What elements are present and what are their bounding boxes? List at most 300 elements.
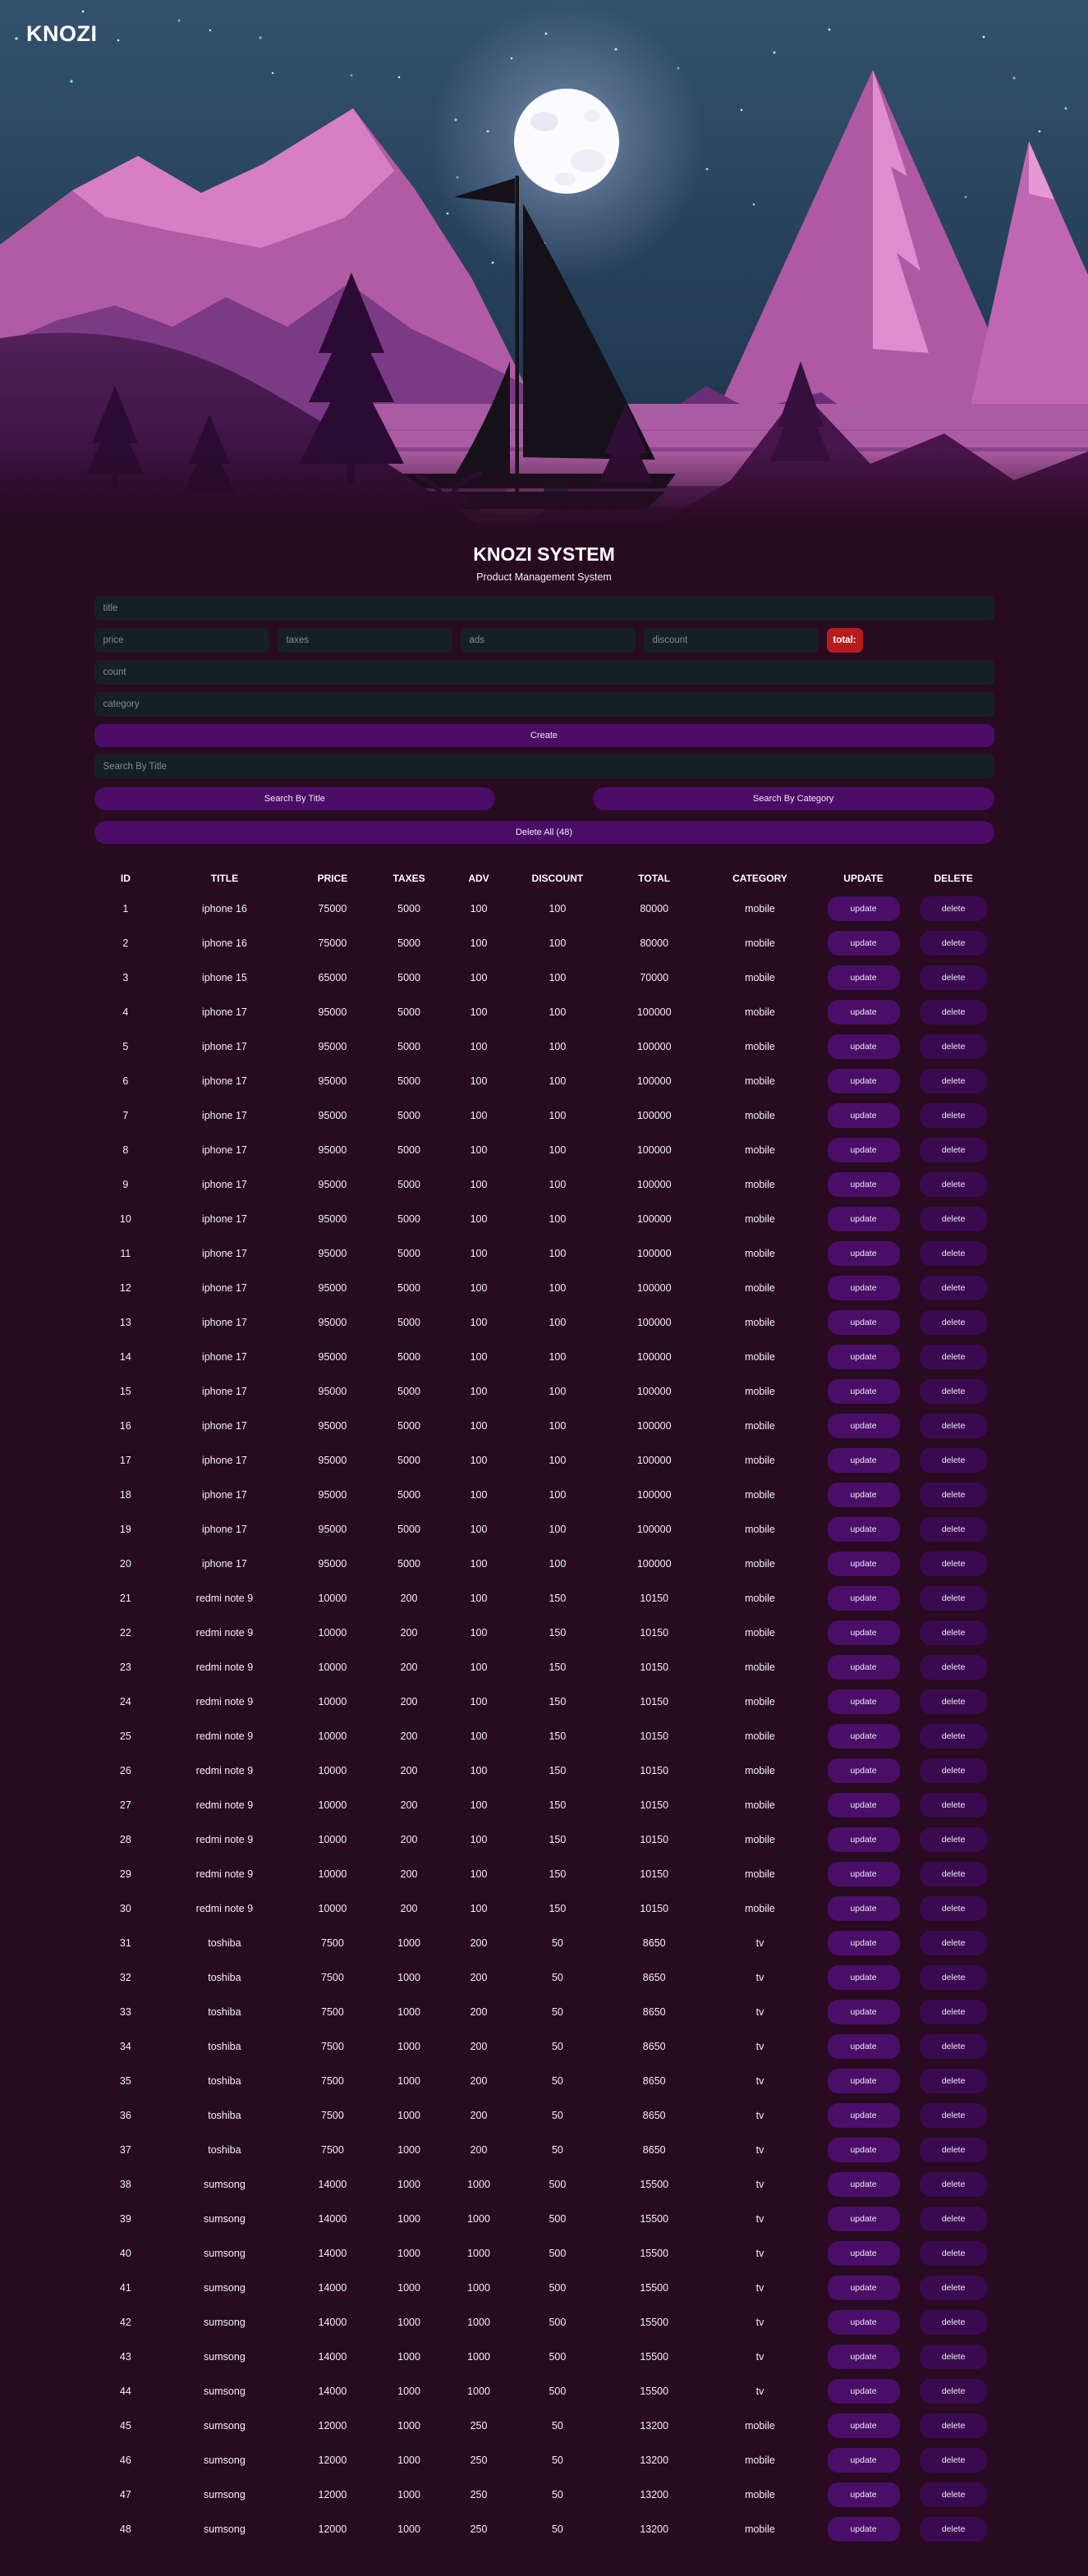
cell-discount: 500 <box>549 2213 567 2225</box>
cell-adv: 100 <box>470 972 488 983</box>
cell-discount: 500 <box>549 2386 567 2397</box>
update-button[interactable]: update <box>828 1034 900 1059</box>
cell-adv: 250 <box>470 2455 488 2466</box>
update-button[interactable]: update <box>828 1241 900 1266</box>
cell-taxes: 1000 <box>397 2420 420 2432</box>
update-button[interactable]: update <box>828 2172 900 2197</box>
cell-delete <box>913 1512 994 1547</box>
table-row <box>94 2202 994 2236</box>
cell-adv: 100 <box>470 1144 488 1156</box>
cell-delete <box>913 1202 994 1236</box>
cell-taxes: 200 <box>400 1627 418 1639</box>
delete-button[interactable]: delete <box>920 1758 987 1783</box>
cell-title: sumsong <box>204 2523 246 2535</box>
delete-button[interactable]: delete <box>920 1586 987 1611</box>
cell-total: 100000 <box>636 1282 672 1294</box>
cell-update <box>814 1340 913 1374</box>
cell-adv: 250 <box>470 2489 488 2500</box>
cell-category: tv <box>755 2317 764 2328</box>
cell-title: iphone 16 <box>201 937 247 949</box>
update-button[interactable]: update <box>828 965 900 990</box>
cell-title: redmi note 9 <box>195 1868 254 1880</box>
update-button[interactable]: update <box>828 1138 900 1162</box>
cell-discount: 150 <box>549 1903 567 1914</box>
cell-title: sumsong <box>204 2317 246 2328</box>
cell-price: 14000 <box>318 2179 347 2190</box>
delete-all-button[interactable]: Delete All (48) <box>94 821 994 844</box>
search-by-category-button[interactable]: Search By Category <box>593 787 994 810</box>
delete-button[interactable]: delete <box>920 1000 987 1024</box>
delete-button[interactable]: delete <box>920 1965 987 1990</box>
delete-button[interactable]: delete <box>920 1414 987 1438</box>
delete-button[interactable]: delete <box>920 1552 987 1576</box>
cell-delete <box>913 1236 994 1271</box>
update-button[interactable]: update <box>828 2310 900 2335</box>
cell-adv: 1000 <box>467 2282 490 2294</box>
update-button[interactable]: update <box>828 2069 900 2093</box>
cell-taxes: 200 <box>400 1834 418 1845</box>
taxes-input[interactable] <box>278 628 452 653</box>
cell-id: 33 <box>119 2006 131 2018</box>
update-button[interactable]: update <box>828 1483 900 1507</box>
delete-button[interactable]: delete <box>920 1310 987 1335</box>
table-row <box>94 2340 994 2374</box>
delete-button[interactable]: delete <box>920 1931 987 1955</box>
cell-delete <box>913 995 994 1029</box>
cell-delete <box>913 1305 994 1340</box>
cell-taxes: 1000 <box>397 2489 420 2500</box>
cell-discount: 500 <box>549 2351 567 2363</box>
delete-button[interactable]: delete <box>920 1034 987 1059</box>
cell-delete <box>913 1340 994 1374</box>
update-button[interactable]: update <box>828 1620 900 1645</box>
cell-update <box>814 2340 913 2374</box>
cell-category: mobile <box>745 1144 775 1156</box>
cell-title: iphone 17 <box>201 1420 247 1432</box>
update-button[interactable]: update <box>828 2207 900 2231</box>
update-button[interactable]: update <box>828 2276 900 2300</box>
discount-input[interactable] <box>644 628 819 653</box>
table-row <box>94 1719 994 1753</box>
cell-price: 95000 <box>318 1489 347 1501</box>
cell-delete <box>913 1857 994 1891</box>
cell-category: tv <box>755 2110 764 2121</box>
update-button[interactable]: update <box>828 1862 900 1886</box>
update-button[interactable]: update <box>828 1552 900 1576</box>
cell-category: tv <box>755 2386 764 2397</box>
cell-total: 100000 <box>636 1455 672 1466</box>
table-row <box>94 995 994 1029</box>
delete-button[interactable]: delete <box>920 1103 987 1128</box>
cell-price: 12000 <box>318 2455 347 2466</box>
cell-price: 65000 <box>318 972 347 983</box>
delete-button[interactable]: delete <box>920 2172 987 2197</box>
update-button[interactable]: update <box>828 1207 900 1231</box>
update-button[interactable]: update <box>828 1345 900 1369</box>
cell-category: tv <box>755 2179 764 2190</box>
cell-price: 7500 <box>321 2006 344 2018</box>
delete-button[interactable]: delete <box>920 2482 987 2507</box>
delete-button[interactable]: delete <box>920 1827 987 1852</box>
cell-id: 30 <box>119 1903 131 1914</box>
delete-button[interactable]: delete <box>920 1689 987 1714</box>
cell-price: 10000 <box>318 1593 347 1604</box>
update-button[interactable]: update <box>828 2345 900 2369</box>
update-button[interactable]: update <box>828 1586 900 1611</box>
cell-delete <box>913 1753 994 1788</box>
delete-button[interactable]: delete <box>920 1517 987 1542</box>
delete-button[interactable]: delete <box>920 1069 987 1093</box>
delete-button[interactable]: delete <box>920 1448 987 1473</box>
cell-adv: 100 <box>470 1455 488 1466</box>
cell-title: toshiba <box>208 2144 241 2156</box>
delete-button[interactable]: delete <box>920 1483 987 1507</box>
update-button[interactable]: update <box>828 931 900 956</box>
cell-discount: 50 <box>551 2523 563 2535</box>
price-input[interactable] <box>94 628 269 653</box>
cell-delete <box>913 1719 994 1753</box>
cell-title: redmi note 9 <box>195 1799 254 1811</box>
table-row <box>94 1650 994 1684</box>
ads-input[interactable] <box>461 628 636 653</box>
update-button[interactable]: update <box>828 1517 900 1542</box>
cell-total: 100000 <box>636 1489 672 1501</box>
cell-adv: 100 <box>470 1765 488 1776</box>
cell-discount: 100 <box>549 1041 567 1052</box>
cell-taxes: 1000 <box>397 2041 420 2052</box>
update-button[interactable]: update <box>828 1172 900 1197</box>
update-button[interactable]: update <box>828 1724 900 1749</box>
cell-price: 14000 <box>318 2386 347 2397</box>
cell-title: redmi note 9 <box>195 1730 254 1742</box>
cell-update <box>814 2064 913 2098</box>
cell-delete <box>913 1167 994 1202</box>
cell-id: 47 <box>119 2489 131 2500</box>
title-input[interactable] <box>94 596 994 621</box>
cell-delete <box>913 2202 994 2236</box>
cell-adv: 100 <box>470 1420 488 1432</box>
delete-button[interactable]: delete <box>920 965 987 990</box>
cell-delete <box>913 1133 994 1167</box>
cell-taxes: 1000 <box>397 2213 420 2225</box>
cell-update <box>814 1753 913 1788</box>
update-button[interactable]: update <box>828 1379 900 1404</box>
delete-button[interactable]: delete <box>920 2276 987 2300</box>
cell-adv: 100 <box>470 1213 488 1225</box>
delete-button[interactable]: delete <box>920 2448 987 2473</box>
table-row <box>94 1547 994 1581</box>
cell-total: 10150 <box>640 1662 669 1673</box>
cell-title: iphone 17 <box>201 1179 247 1190</box>
delete-button[interactable]: delete <box>920 1896 987 1921</box>
cell-price: 95000 <box>318 1524 347 1535</box>
column-header-category: CATEGORY <box>732 873 787 884</box>
cell-price: 7500 <box>321 2075 344 2087</box>
cell-id: 28 <box>119 1834 131 1845</box>
update-button[interactable]: update <box>828 1069 900 1093</box>
delete-button[interactable]: delete <box>920 1862 987 1886</box>
cell-update <box>814 2098 913 2133</box>
cell-delete <box>913 2271 994 2305</box>
update-button[interactable]: update <box>828 1655 900 1680</box>
cell-total: 10150 <box>640 1903 669 1914</box>
cell-discount: 100 <box>549 1075 567 1087</box>
delete-button[interactable]: delete <box>920 2413 987 2438</box>
delete-button[interactable]: delete <box>920 1345 987 1369</box>
update-button[interactable]: update <box>828 1931 900 1955</box>
update-button[interactable]: update <box>828 1000 900 1024</box>
update-button[interactable]: update <box>828 2379 900 2404</box>
cell-price: 10000 <box>318 1627 347 1639</box>
cell-discount: 500 <box>549 2248 567 2259</box>
cell-id: 37 <box>119 2144 131 2156</box>
cell-delete <box>913 1374 994 1409</box>
delete-button[interactable]: delete <box>920 1138 987 1162</box>
cell-category: mobile <box>745 2420 775 2432</box>
delete-button[interactable]: delete <box>920 2241 987 2266</box>
update-button[interactable]: update <box>828 2241 900 2266</box>
table-row <box>94 2098 994 2133</box>
cell-total: 100000 <box>636 1006 672 1018</box>
delete-button[interactable]: delete <box>920 2517 987 2542</box>
table-row <box>94 1202 994 1236</box>
cell-total: 13200 <box>640 2489 669 2500</box>
cell-delete <box>913 1409 994 1443</box>
update-button[interactable]: update <box>828 2482 900 2507</box>
cell-price: 95000 <box>318 1351 347 1363</box>
cell-adv: 200 <box>470 1972 488 1983</box>
cell-discount: 100 <box>549 1524 567 1535</box>
delete-button[interactable]: delete <box>920 2310 987 2335</box>
update-button[interactable]: update <box>828 1103 900 1128</box>
update-button[interactable]: update <box>828 1414 900 1438</box>
column-header-discount: DISCOUNT <box>531 873 584 884</box>
cell-taxes: 5000 <box>397 1489 420 1501</box>
update-button[interactable]: update <box>828 1896 900 1921</box>
cell-category: tv <box>755 2351 764 2363</box>
cell-adv: 100 <box>470 1489 488 1501</box>
update-button[interactable]: update <box>828 2517 900 2542</box>
cell-adv: 100 <box>470 1593 488 1604</box>
cell-total: 100000 <box>636 1420 672 1432</box>
cell-total: 100000 <box>636 1524 672 1535</box>
cell-price: 10000 <box>318 1834 347 1845</box>
cell-update <box>814 2477 913 2512</box>
table-row <box>94 1167 994 1202</box>
cell-delete <box>913 1029 994 1064</box>
table-row <box>94 1891 994 1926</box>
delete-button[interactable]: delete <box>920 2069 987 2093</box>
cell-category: mobile <box>745 1455 775 1466</box>
cell-category: mobile <box>745 1213 775 1225</box>
delete-button[interactable]: delete <box>920 2103 987 2128</box>
delete-button[interactable]: delete <box>920 1379 987 1404</box>
update-button[interactable]: update <box>828 2138 900 2162</box>
cell-id: 16 <box>119 1420 131 1432</box>
update-button[interactable]: update <box>828 1689 900 1714</box>
cell-id: 2 <box>122 937 129 949</box>
cell-delete <box>913 960 994 995</box>
cell-discount: 50 <box>551 2041 563 2052</box>
delete-button[interactable]: delete <box>920 2345 987 2369</box>
cell-title: sumsong <box>204 2282 246 2294</box>
update-button[interactable]: update <box>828 1827 900 1852</box>
cell-price: 10000 <box>318 1662 347 1673</box>
cell-delete <box>913 2512 994 2546</box>
cell-price: 7500 <box>321 1972 344 1983</box>
search-by-title-button[interactable]: Search By Title <box>94 787 496 810</box>
cell-category: mobile <box>745 972 775 983</box>
cell-adv: 100 <box>470 1524 488 1535</box>
delete-button[interactable]: delete <box>920 1620 987 1645</box>
create-button[interactable]: Create <box>94 724 994 747</box>
cell-update <box>814 1822 913 1857</box>
cell-id: 24 <box>119 1696 131 1707</box>
update-button[interactable]: update <box>828 1793 900 1817</box>
cell-price: 10000 <box>318 1696 347 1707</box>
cell-update <box>814 1202 913 1236</box>
delete-button[interactable]: delete <box>920 1724 987 1749</box>
update-button[interactable]: update <box>828 896 900 921</box>
cell-discount: 50 <box>551 1972 563 1983</box>
cell-update <box>814 1409 913 1443</box>
cell-discount: 150 <box>549 1593 567 1604</box>
delete-button[interactable]: delete <box>920 2138 987 2162</box>
cell-update <box>814 1236 913 1271</box>
update-button[interactable]: update <box>828 1276 900 1300</box>
cell-update <box>814 1995 913 2029</box>
cell-discount: 100 <box>549 1558 567 1570</box>
update-button[interactable]: update <box>828 2000 900 2024</box>
update-button[interactable]: update <box>828 1965 900 1990</box>
delete-button[interactable]: delete <box>920 1207 987 1231</box>
cell-title: iphone 17 <box>201 1386 247 1397</box>
cell-total: 100000 <box>636 1179 672 1190</box>
delete-button[interactable]: delete <box>920 2379 987 2404</box>
cell-category: mobile <box>745 1075 775 1087</box>
cell-discount: 50 <box>551 2489 563 2500</box>
delete-button[interactable]: delete <box>920 2034 987 2059</box>
cell-delete <box>913 1443 994 1478</box>
count-input[interactable] <box>94 660 994 685</box>
update-button[interactable]: update <box>828 2103 900 2128</box>
cell-title: redmi note 9 <box>195 1593 254 1604</box>
cell-update <box>814 1616 913 1650</box>
cell-id: 18 <box>119 1489 131 1501</box>
cell-id: 22 <box>119 1627 131 1639</box>
cell-adv: 100 <box>470 937 488 949</box>
cell-discount: 500 <box>549 2317 567 2328</box>
update-button[interactable]: update <box>828 1448 900 1473</box>
cell-taxes: 5000 <box>397 1041 420 1052</box>
cell-id: 41 <box>119 2282 131 2294</box>
cell-price: 7500 <box>321 2041 344 2052</box>
cell-title: sumsong <box>204 2386 246 2397</box>
cell-title: iphone 17 <box>201 1351 247 1363</box>
delete-button[interactable]: delete <box>920 1655 987 1680</box>
delete-button[interactable]: delete <box>920 931 987 956</box>
cell-total: 100000 <box>636 1110 672 1121</box>
cell-price: 7500 <box>321 1937 344 1949</box>
cell-adv: 100 <box>470 1662 488 1673</box>
cell-price: 14000 <box>318 2282 347 2294</box>
cell-taxes: 5000 <box>397 1455 420 1466</box>
delete-button[interactable]: delete <box>920 2207 987 2231</box>
cell-category: mobile <box>745 1179 775 1190</box>
cell-id: 1 <box>122 903 129 914</box>
cell-category: mobile <box>745 903 775 914</box>
cell-total: 8650 <box>642 2110 666 2121</box>
category-input[interactable] <box>94 692 994 717</box>
update-button[interactable]: update <box>828 2413 900 2438</box>
cell-update <box>814 1891 913 1926</box>
cell-id: 20 <box>119 1558 131 1570</box>
cell-total: 100000 <box>636 1351 672 1363</box>
delete-button[interactable]: delete <box>920 1241 987 1266</box>
update-button[interactable]: update <box>828 1758 900 1783</box>
cell-taxes: 1000 <box>397 2179 420 2190</box>
cell-adv: 100 <box>470 1110 488 1121</box>
cell-update <box>814 1443 913 1478</box>
cell-id: 27 <box>119 1799 131 1811</box>
cell-category: mobile <box>745 1593 775 1604</box>
cell-total: 100000 <box>636 1075 672 1087</box>
search-input[interactable] <box>94 754 994 779</box>
cell-update <box>814 2133 913 2167</box>
cell-title: toshiba <box>208 2006 241 2018</box>
navbar <box>0 0 1088 68</box>
night-landscape-illustration <box>0 0 1088 525</box>
cell-delete <box>913 2133 994 2167</box>
cell-category: mobile <box>745 1006 775 1018</box>
cell-id: 36 <box>119 2110 131 2121</box>
cell-taxes: 5000 <box>397 1075 420 1087</box>
update-button[interactable]: update <box>828 2448 900 2473</box>
delete-button[interactable]: delete <box>920 1276 987 1300</box>
cell-id: 12 <box>119 1282 131 1294</box>
update-button[interactable]: update <box>828 1310 900 1335</box>
cell-discount: 100 <box>549 1144 567 1156</box>
hero-illustration <box>0 0 1088 525</box>
cell-category: tv <box>755 1937 764 1949</box>
cell-category: mobile <box>745 1730 775 1742</box>
table-row <box>94 1788 994 1822</box>
cell-update <box>814 2512 913 2546</box>
cell-adv: 1000 <box>467 2386 490 2397</box>
update-button[interactable]: update <box>828 2034 900 2059</box>
cell-adv: 100 <box>470 903 488 914</box>
delete-button[interactable]: delete <box>920 2000 987 2024</box>
delete-button[interactable]: delete <box>920 1172 987 1197</box>
cell-delete <box>913 2098 994 2133</box>
cell-id: 11 <box>120 1248 131 1259</box>
delete-button[interactable]: delete <box>920 1793 987 1817</box>
cell-adv: 100 <box>470 1041 488 1052</box>
cell-delete <box>913 2409 994 2443</box>
cell-title: redmi note 9 <box>195 1662 254 1673</box>
cell-title: iphone 17 <box>201 1110 247 1121</box>
cell-taxes: 1000 <box>397 2523 420 2535</box>
cell-taxes: 1000 <box>397 2075 420 2087</box>
cell-adv: 200 <box>470 2110 488 2121</box>
total-badge: total: <box>827 628 863 653</box>
delete-button[interactable]: delete <box>920 896 987 921</box>
cell-title: sumsong <box>204 2351 246 2363</box>
table-row <box>94 1409 994 1443</box>
cell-total: 80000 <box>640 903 669 914</box>
cell-title: iphone 17 <box>201 1213 247 1225</box>
table-row <box>94 2305 994 2340</box>
